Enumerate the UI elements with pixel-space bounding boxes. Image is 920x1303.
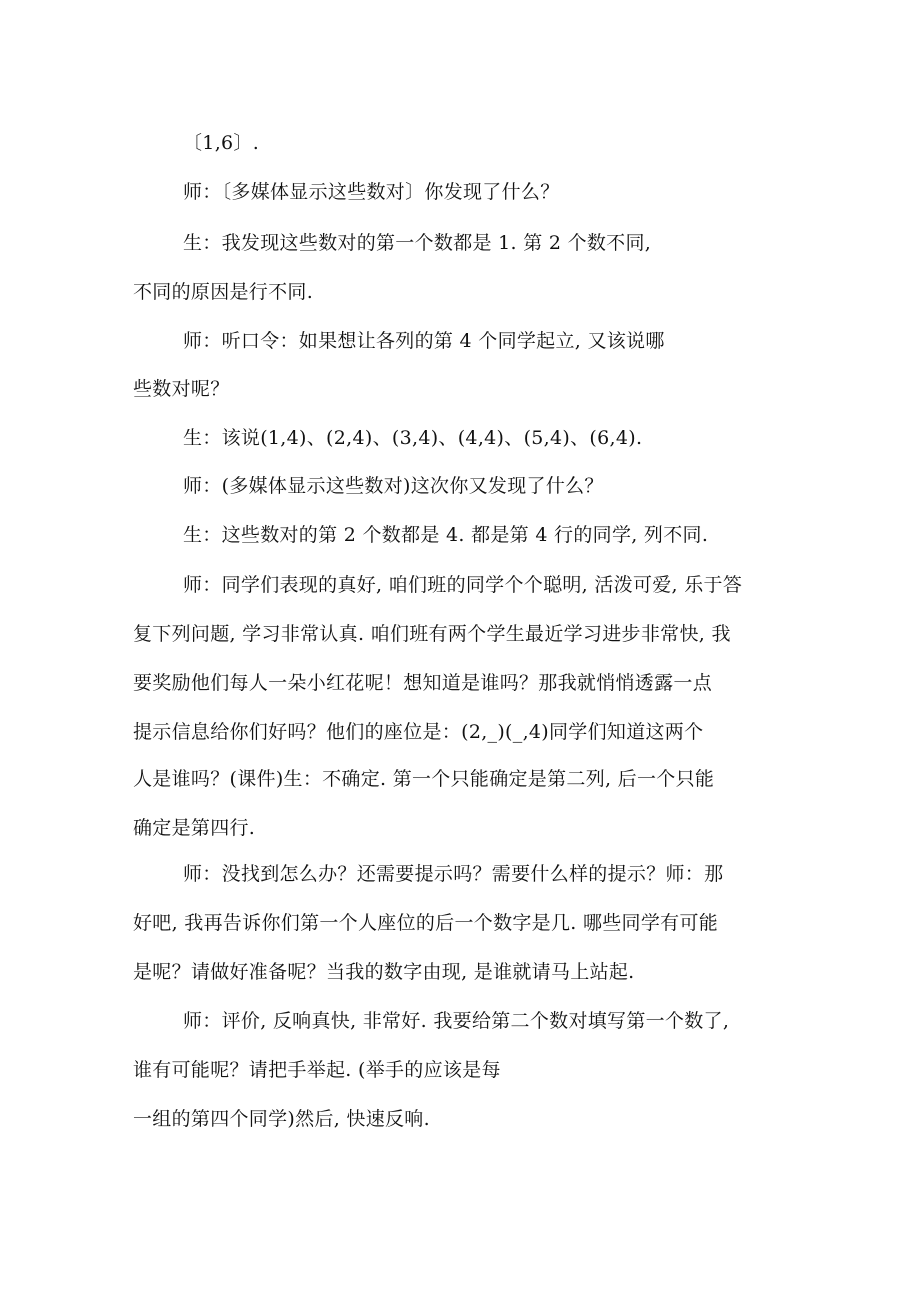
text-line-14: 人是谁吗？(课件)生：不确定. 第一个只能确定是第二列, 后一个只能 (133, 768, 715, 790)
text-line-21: 一组的第四个同学)然后, 快速反响. (133, 1108, 430, 1130)
text-line-20: 谁有可能呢？请把手举起. (举手的应该是每 (133, 1059, 501, 1081)
text-line-18: 是呢？请做好准备呢？当我的数字由现, 是谁就请马上站起. (133, 961, 635, 983)
text-line-11: 复下列问题, 学习非常认真. 咱们班有两个学生最近学习进步非常快, 我 (133, 623, 731, 645)
text-line-8: 师：(多媒体显示这些数对)这次你又发现了什么？ (183, 475, 604, 497)
text-line-2: 师：〔多媒体显示这些数对〕你发现了什么？ (183, 181, 560, 203)
text-line-1: 〔1,6〕. (183, 132, 260, 154)
text-line-16: 师：没找到怎么办？还需要提示吗？需要什么样的提示？师：那 (183, 863, 724, 885)
text-line-10: 师：同学们表现的真好, 咱们班的同学个个聪明, 活泼可爱, 乐于答 (183, 574, 743, 596)
text-line-7: 生：该说(1,4)、(2,4)、(3,4)、(4,4)、(5,4)、(6,4). (183, 427, 643, 449)
text-line-17: 好吧, 我再告诉你们第一个人座位的后一个数字是几. 哪些同学有可能 (133, 912, 719, 934)
text-line-12: 要奖励他们每人一朵小红花呢！想知道是谁吗？那我就悄悄透露一点 (133, 672, 713, 694)
text-line-3: 生：我发现这些数对的第一个数都是 1. 第 2 个数不同, (183, 232, 652, 254)
text-line-6: 些数对呢？ (133, 378, 230, 400)
text-line-15: 确定是第四行. (133, 817, 256, 839)
text-line-13: 提示信息给你们好吗？他们的座位是：(2,_)(_,4)同学们知道这两个 (133, 721, 704, 743)
text-line-9: 生：这些数对的第 2 个数都是 4. 都是第 4 行的同学, 列不同. (183, 524, 709, 546)
text-line-19: 师：评价, 反响真快, 非常好. 我要给第二个数对填写第一个数了, (183, 1010, 730, 1032)
text-line-4: 不同的原因是行不同. (133, 281, 314, 303)
text-line-5: 师：听口令：如果想让各列的第 4 个同学起立, 又该说哪 (183, 330, 665, 352)
